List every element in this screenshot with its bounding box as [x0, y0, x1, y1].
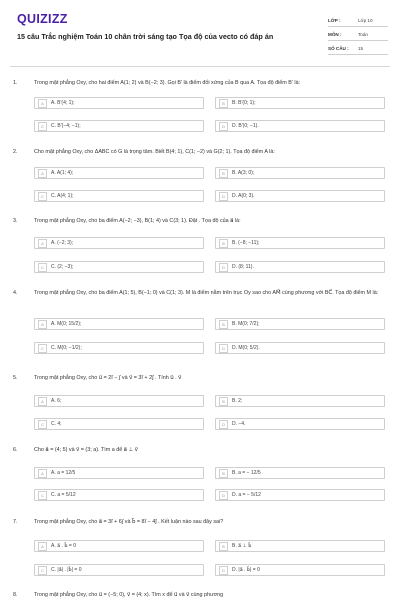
- meta-divider: [328, 26, 388, 27]
- option-letter: D: [219, 263, 228, 272]
- meta-divider: [328, 40, 388, 41]
- option-b[interactable]: [215, 540, 385, 552]
- option-a[interactable]: [34, 395, 204, 407]
- meta-subject-value: Toán: [358, 31, 368, 37]
- option-letter: B: [219, 397, 228, 406]
- option-b[interactable]: [215, 237, 385, 249]
- option-text: B. a⃗ ⊥ b⃗: [232, 543, 252, 549]
- option-d[interactable]: [215, 418, 385, 430]
- document-title: 15 câu Trắc nghiệm Toán 10 chân trời sáng tạo Tọa độ của vecto có đáp án: [17, 32, 274, 41]
- option-letter: D: [219, 420, 228, 429]
- option-a[interactable]: [34, 237, 204, 249]
- option-letter: C: [38, 263, 47, 272]
- option-letter: B: [219, 99, 228, 108]
- meta-count: [328, 42, 388, 54]
- option-c[interactable]: [34, 342, 204, 354]
- option-text: C. B'(−4; −1);: [51, 123, 81, 129]
- option-letter: C: [38, 420, 47, 429]
- option-letter: B: [219, 320, 228, 329]
- option-text: A. a⃗ . b⃗ = 0: [51, 543, 76, 549]
- option-letter: C: [38, 566, 47, 575]
- option-text: A. B'(4; 1);: [51, 100, 75, 106]
- question-text: Trong mặt phẳng Oxy, cho ba điểm A(−2; −3), B(1; 4) và C(3; 1). Đặt . Tọa độ của a⃗ là:: [34, 218, 241, 224]
- option-text: C. (2; −3);: [51, 264, 74, 270]
- option-letter: B: [219, 469, 228, 478]
- option-text: A. 6;: [51, 398, 62, 404]
- option-letter: C: [38, 344, 47, 353]
- question-number: 3.: [13, 218, 18, 224]
- question-text: Cho mặt phẳng Oxy, cho ΔABC có G là trọng tâm. Biết B(4; 1), C(1; −2) và G(2; 1). Tọa độ điểm A là:: [34, 149, 275, 155]
- option-b[interactable]: [215, 97, 385, 109]
- option-text: D. a = − 5/12: [232, 492, 261, 498]
- option-letter: A: [38, 320, 47, 329]
- meta-class: [328, 14, 388, 26]
- meta-class-value: Lớp 10: [358, 17, 373, 23]
- option-letter: B: [219, 169, 228, 178]
- question-text: Trong mặt phẳng Oxy, cho a⃗ = 3i⃗ + 6j⃗ và b⃗ = 8i⃗ − 4j⃗ . Kết luận nào sau đây sai?: [34, 519, 224, 525]
- question-text: Trong mặt phẳng Oxy, cho hai điểm A(1; 2) và B(−2; 3). Gọi B' là điểm đối xứng của B qua A. Tọa độ điểm B' là:: [34, 80, 301, 86]
- meta-subject-label: MÔN :: [328, 31, 342, 37]
- option-letter: A: [38, 169, 47, 178]
- option-letter: D: [219, 192, 228, 201]
- option-text: B. 2;: [232, 398, 243, 404]
- question-number: 2.: [13, 149, 18, 155]
- question-number: 5.: [13, 375, 18, 381]
- option-text: B. a = − 12/5: [232, 470, 261, 476]
- option-text: B. B'(0; 1);: [232, 100, 256, 106]
- option-text: B. (−8; −11);: [232, 240, 260, 246]
- option-d[interactable]: [215, 261, 385, 273]
- option-text: D. A(0; 3).: [232, 193, 255, 199]
- option-letter: B: [219, 542, 228, 551]
- option-a[interactable]: [34, 97, 204, 109]
- option-c[interactable]: [34, 418, 204, 430]
- option-letter: A: [38, 469, 47, 478]
- option-letter: D: [219, 566, 228, 575]
- option-letter: C: [38, 122, 47, 131]
- question-number: 6.: [13, 447, 18, 453]
- option-c[interactable]: [34, 564, 204, 576]
- option-text: A. M(0; 15/2);: [51, 321, 82, 327]
- option-text: D. −4.: [232, 421, 246, 427]
- option-d[interactable]: [215, 342, 385, 354]
- option-text: D. M(0; 5/2).: [232, 345, 260, 351]
- option-letter: D: [219, 491, 228, 500]
- option-letter: D: [219, 122, 228, 131]
- option-letter: B: [219, 239, 228, 248]
- option-text: C. M(0; −1/2);: [51, 345, 82, 351]
- meta-divider: [328, 54, 388, 55]
- option-letter: A: [38, 239, 47, 248]
- option-text: A. A(1; 4);: [51, 170, 74, 176]
- header-divider: [10, 66, 390, 67]
- option-a[interactable]: [34, 540, 204, 552]
- option-letter: A: [38, 397, 47, 406]
- option-letter: C: [38, 192, 47, 201]
- option-d[interactable]: [215, 120, 385, 132]
- option-text: D. |a⃗ . b⃗| = 0: [232, 567, 260, 573]
- question-number: 7.: [13, 519, 18, 525]
- option-text: C. A(4; 1);: [51, 193, 74, 199]
- option-text: B. M(0; 7/2);: [232, 321, 260, 327]
- question-text: Trong mặt phẳng Oxy, cho u⃗ = 2i⃗ − j⃗ và v⃗ = 3i⃗ + 2j⃗ . Tính u⃗ . v⃗: [34, 375, 182, 381]
- question-text: Trong mặt phẳng Oxy, cho ba điểm A(1; 5), B(−1; 0) và C(1; 3). M là điểm nằm trên trục Oy sao cho AM⃗ cùng phương với BC⃗. Tọa độ điểm M là:: [34, 290, 379, 296]
- option-text: D. (8; 11).: [232, 264, 254, 270]
- quizizz-logo: QUIZIZZ: [17, 12, 68, 26]
- meta-subject: [328, 28, 388, 40]
- option-text: C. 4;: [51, 421, 62, 427]
- option-a[interactable]: [34, 167, 204, 179]
- option-b[interactable]: [215, 395, 385, 407]
- option-b[interactable]: [215, 167, 385, 179]
- option-text: C. a = 5/12: [51, 492, 76, 498]
- option-text: C. |a⃗| . |b⃗| = 0: [51, 567, 82, 573]
- option-letter: A: [38, 99, 47, 108]
- question-number: 8.: [13, 592, 18, 598]
- meta-class-label: LỚP :: [328, 17, 341, 23]
- option-letter: D: [219, 344, 228, 353]
- option-c[interactable]: [34, 489, 204, 501]
- option-letter: C: [38, 491, 47, 500]
- option-text: D. B'(0; −1).: [232, 123, 259, 129]
- option-d[interactable]: [215, 564, 385, 576]
- option-text: B. A(3; 0);: [232, 170, 255, 176]
- question-number: 4.: [13, 290, 18, 296]
- option-b[interactable]: [215, 318, 385, 330]
- option-letter: A: [38, 542, 47, 551]
- option-c[interactable]: [34, 261, 204, 273]
- option-b[interactable]: [215, 467, 385, 479]
- option-c[interactable]: [34, 190, 204, 202]
- option-c[interactable]: [34, 120, 204, 132]
- option-text: A. a = 12/5: [51, 470, 76, 476]
- question-text: Cho a⃗ = (4; 5) và v⃗ = (3; a). Tìm a để a⃗ ⊥ v⃗: [34, 447, 138, 453]
- option-d[interactable]: [215, 190, 385, 202]
- meta-count-label: SỐ CÂU :: [328, 45, 349, 51]
- option-text: A. (−2; 3);: [51, 240, 74, 246]
- question-text: Trong mặt phẳng Oxy, cho u⃗ = (−5; 0), v⃗ = (4; x). Tìm x để u⃗ và v⃗ cùng phương: [34, 592, 224, 598]
- question-number: 1.: [13, 80, 18, 86]
- option-a[interactable]: [34, 318, 204, 330]
- option-d[interactable]: [215, 489, 385, 501]
- option-a[interactable]: [34, 467, 204, 479]
- meta-count-value: 15: [358, 45, 364, 51]
